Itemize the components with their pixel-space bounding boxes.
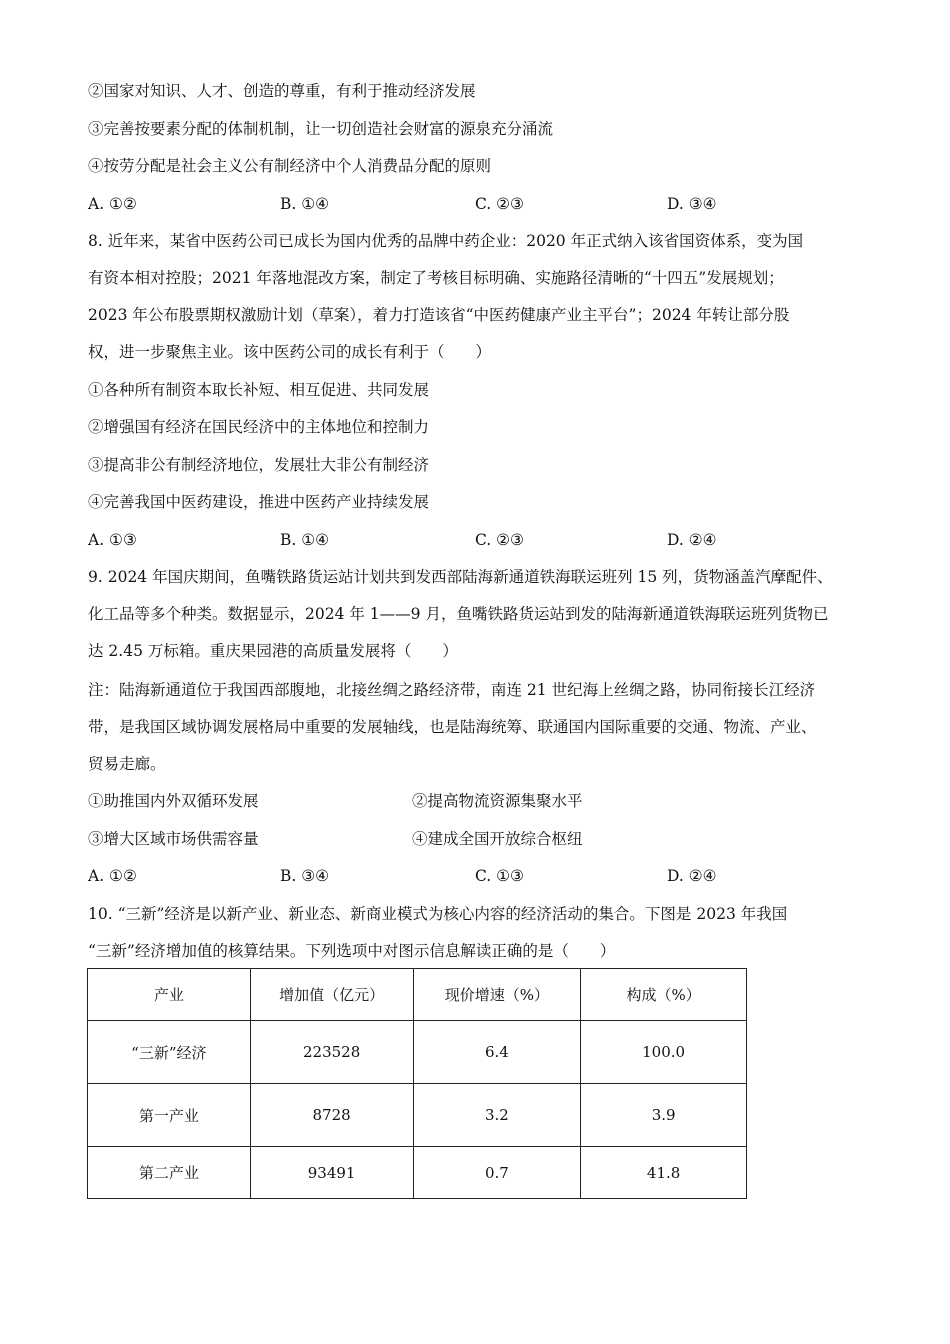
option-d[interactable]: D. ③④: [667, 195, 717, 213]
q9-stem-line-3: 达 2.45 万标箱。重庆果园港的高质量发展将（ ）: [88, 642, 458, 660]
table-row: [88, 1021, 747, 1084]
table-row: [88, 1084, 747, 1147]
q9-options: [88, 865, 788, 887]
table-cell: 93491: [250, 1147, 413, 1199]
option-d[interactable]: D. ②④: [667, 867, 717, 885]
table-cell: 41.8: [581, 1147, 747, 1199]
q8-options: [88, 529, 788, 551]
q8-stem-line-2: 有资本相对控股；2021 年落地混改方案，制定了考核目标明确、实施路径清晰的“十四五”发展规划；: [88, 269, 784, 287]
q10-stem-line-2: “三新”经济增加值的核算结果。下列选项中对图示信息解读正确的是（ ）: [88, 942, 616, 960]
prev-item-3: ③完善按要素分配的体制机制，让一切创造社会财富的源泉充分涌流: [88, 120, 554, 138]
option-a[interactable]: A. ①②: [88, 867, 137, 885]
q9-note-line-1: 注：陆海新通道位于我国西部腹地，北接丝绸之路经济带，南连 21 世纪海上丝绸之路，协同衔接长江经济: [88, 681, 816, 699]
option-c[interactable]: C. ①③: [475, 867, 524, 885]
option-a[interactable]: A. ①②: [88, 195, 137, 213]
q8-stem-line-1: 8. 近年来，某省中医药公司已成长为国内优秀的品牌中药企业：2020 年正式纳入该省国资体系，变为国: [88, 232, 804, 250]
option-b[interactable]: B. ①④: [280, 531, 330, 549]
option-c[interactable]: C. ②③: [475, 531, 524, 549]
option-b[interactable]: B. ①④: [280, 195, 330, 213]
table-cell: “三新”经济: [88, 1021, 251, 1084]
q10-data-table: [87, 968, 747, 1199]
option-d[interactable]: D. ②④: [667, 531, 717, 549]
q9-item-3: ③增大区域市场供需容量: [88, 830, 259, 848]
q9-item-2: ②提高物流资源集聚水平: [412, 792, 583, 810]
option-a[interactable]: A. ①③: [88, 531, 137, 549]
table-header-cell: 现价增速（%）: [413, 969, 581, 1021]
table-header-cell: 产业: [88, 969, 251, 1021]
q8-item-2: ②增强国有经济在国民经济中的主体地位和控制力: [88, 418, 430, 436]
table-header-cell: 构成（%）: [581, 969, 747, 1021]
q9-item-1: ①助推国内外双循环发展: [88, 792, 259, 810]
prev-item-2: ②国家对知识、人才、创造的尊重，有利于推动经济发展: [88, 82, 476, 100]
q9-items-row-2: [88, 828, 788, 850]
q10-stem-line-1: 10. “三新”经济是以新产业、新业态、新商业模式为核心内容的经济活动的集合。下图是 2023 年我国: [88, 905, 788, 923]
table-cell: 100.0: [581, 1021, 747, 1084]
option-c[interactable]: C. ②③: [475, 195, 524, 213]
table-cell: 3.9: [581, 1084, 747, 1147]
table-cell: 8728: [250, 1084, 413, 1147]
q8-stem-line-3: 2023 年公布股票期权激励计划（草案），着力打造该省“中医药健康产业主平台”；2024 年转让部分股: [88, 306, 790, 324]
table-header-cell: 增加值（亿元）: [250, 969, 413, 1021]
table-cell: 第一产业: [88, 1084, 251, 1147]
table-header-row: [88, 969, 747, 1021]
option-b[interactable]: B. ③④: [280, 867, 330, 885]
q9-note-line-3: 贸易走廊。: [88, 755, 166, 773]
q9-items-row-1: [88, 790, 788, 812]
table-cell: 3.2: [413, 1084, 581, 1147]
q8-item-3: ③提高非公有制经济地位，发展壮大非公有制经济: [88, 456, 430, 474]
q9-stem-line-1: 9. 2024 年国庆期间，鱼嘴铁路货运站计划共到发西部陆海新通道铁海联运班列 15 列，货物涵盖汽摩配件、: [88, 568, 833, 586]
table-row: [88, 1147, 747, 1199]
table-cell: 0.7: [413, 1147, 581, 1199]
prev-options: [88, 193, 788, 215]
table-cell: 223528: [250, 1021, 413, 1084]
table-cell: 第二产业: [88, 1147, 251, 1199]
q9-note-line-2: 带，是我国区域协调发展格局中重要的发展轴线，也是陆海统筹、联通国内国际重要的交通、物流、产业、: [88, 718, 817, 736]
q8-stem-line-4: 权，进一步聚焦主业。该中医药公司的成长有利于（ ）: [88, 343, 492, 361]
table-cell: 6.4: [413, 1021, 581, 1084]
q8-item-1: ①各种所有制资本取长补短、相互促进、共同发展: [88, 381, 430, 399]
prev-item-4: ④按劳分配是社会主义公有制经济中个人消费品分配的原则: [88, 157, 492, 175]
q9-item-4: ④建成全国开放综合枢纽: [412, 830, 583, 848]
q9-stem-line-2: 化工品等多个种类。数据显示，2024 年 1——9 月，鱼嘴铁路货运站到发的陆海新通道铁海联运班列货物已: [88, 605, 829, 623]
q8-item-4: ④完善我国中医药建设，推进中医药产业持续发展: [88, 493, 430, 511]
